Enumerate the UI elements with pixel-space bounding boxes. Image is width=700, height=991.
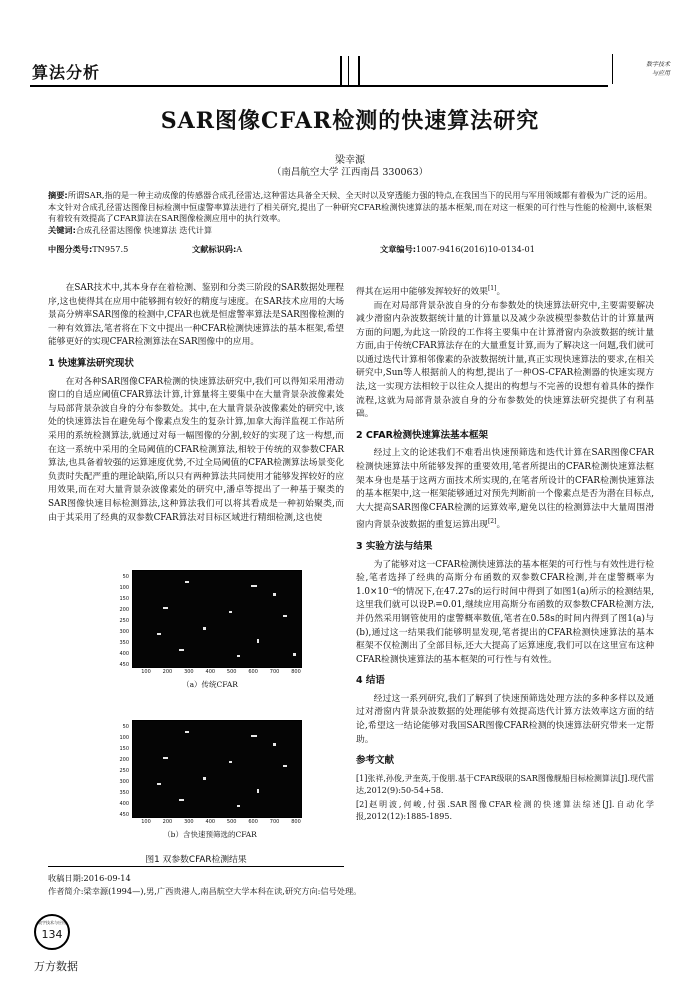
author-bio: 作者简介:梁幸源(1994—),男,广西贵港人,南昌航空大学本科在读,研究方向:信号处理。	[48, 886, 362, 896]
x-tick-label: 600	[248, 669, 258, 675]
figure-1b-label: （b）含快速预筛选的CFAR	[163, 830, 257, 839]
figure-1a-image	[132, 570, 302, 668]
clc-code: 中图分类号:TN957.5	[48, 244, 129, 254]
reference-item: [1]张祥,孙俊,尹奎英,于俊朋.基于CFAR级联的SAR图像舰船目标检测算法[J].现代雷达,2012(9):50-54+58.	[356, 773, 654, 796]
x-tick-label: 300	[184, 819, 194, 825]
figure-1a-xticks	[132, 669, 302, 677]
page-header	[30, 52, 670, 88]
x-tick-label: 200	[162, 669, 173, 675]
received-date: 收稿日期:2016-09-14	[48, 873, 131, 883]
journal-logo-line1: 数字技术	[645, 61, 670, 68]
x-tick-label: 600	[248, 819, 258, 825]
y-tick-label: 350	[119, 640, 129, 646]
section-4-paragraph: 经过这一系列研究,我们了解到了快速预筛选处理方法的多种多样以及通过对滑窗内背景杂波数据的处理能够有效提高迭代计算方法效率这方面的结论,希望这一结论能够对我国SAR图像CFAR检测的快速算法研究带来一定帮助。	[356, 693, 654, 745]
y-tick-label: 250	[119, 618, 129, 624]
page-number: 134	[41, 928, 63, 941]
x-tick-label: 100	[141, 819, 151, 825]
section-1-heading: 1 快速算法研究现状	[48, 357, 134, 369]
section-tag: 算法分析	[32, 63, 101, 82]
classification-row	[48, 244, 652, 256]
y-tick-label: 150	[119, 746, 129, 752]
figure-1b-yticks	[110, 720, 130, 818]
x-tick-label: 500	[226, 819, 237, 825]
paper-title: SAR图像CFAR检测的快速算法研究	[160, 108, 540, 134]
intro-paragraph: 在SAR技术中,其本身存在着检测、鉴别和分类三阶段的SAR数据处理程序,这也使得其在应用中能够拥有较好的精度与速度。在SAR技术应用的大场景高分辨率SAR图像的检测中,CFAR也就是恒虚警率算法是SAR图像检测的一种有效算法,笔者将在下文中提出一种CFAR检测快速算法的基本框架,希望能够更好的实现CFAR检测算法在SAR图像中的应用。	[48, 283, 344, 348]
x-tick-label: 800	[291, 669, 301, 675]
continued-paragraph: 得其在运用中能够发挥较好的效果[1]。	[356, 285, 506, 297]
section-2-heading: 2 CFAR检测快速算法基本框架	[356, 429, 488, 441]
doc-code: 文献标识码:A	[192, 244, 243, 254]
figure-1b-xticks	[132, 819, 302, 827]
x-tick-label: 300	[184, 669, 194, 675]
x-tick-label: 400	[205, 819, 216, 825]
figure-1b-image	[132, 720, 302, 818]
y-tick-label: 450	[119, 662, 129, 668]
y-tick-label: 200	[119, 607, 129, 613]
abstract-label: 摘要:	[48, 190, 68, 200]
y-tick-label: 100	[119, 585, 129, 591]
figure-1a-plot	[110, 566, 310, 678]
x-tick-label: 500	[226, 669, 237, 675]
y-tick-label: 400	[119, 801, 129, 807]
header-divider-bars	[340, 56, 360, 86]
y-tick-label: 50	[122, 574, 129, 580]
footnotes	[48, 872, 361, 898]
y-tick-label: 200	[119, 757, 129, 763]
article-number: 文章编号:1007-9416(2016)10-0134-01	[380, 244, 535, 254]
keywords-text: 合成孔径雷达图像 快速算法 迭代计算	[75, 224, 213, 235]
y-tick-label: 300	[119, 779, 129, 785]
section-1-paragraph: 在对各种SAR图像CFAR检测的快速算法研究中,我们可以得知采用滑动窗口的自适应阈值CFAR算法计算,计算量将主要集中在大量背景杂波像素处与局部背景杂波自身的分布参数处。其中,在大量背景杂波像素处的研究中,该处的快速算法旨在避免每个像素点发生的复杂计算,加拿大海洋监视工作站所采用的系统检测算法,就通过对每一幅图像的分割,较好的实现了这一构想,而在这一系统中采用的全局阈值的CFAR检测算法,相较于传统的双参数CFAR算法,也具备着较强的运算速度优势,不过全局阈值的CFAR检测算法场景变化负责时失配严重的理论缺陷,所以只有两种算法共同使用才能够发挥较好的应用效果,而在对大量背景杂波像素处的研究中,潘卓等提出了一种基于聚类的SAR图像快速目标检测算法,这种算法我们可以将其看成是一种初始聚类,而由于其采用了经典的双参数CFAR算法对目标区域进行精细检测,这也使	[48, 376, 344, 523]
y-tick-label: 50	[122, 724, 129, 730]
left-column	[48, 282, 344, 525]
section-3-heading: 3 实验方法与结果	[356, 540, 433, 552]
x-tick-label: 400	[205, 669, 216, 675]
citation-1: [1]	[487, 285, 497, 292]
watermark: 万方数据	[34, 960, 78, 973]
section-2-paragraph: 经过上文的论述我们不难看出快速预筛选和迭代计算在SAR图像CFAR检测快速算法中所能够发挥的重要效用,笔者所提出的CFAR检测快速算法框架本身也是基于这两方面技术所实现的,在笔者所设计的CFAR检测快速算法的基本框架中,这一框架能够通过对预先判断前一个像素点是否为潜在目标点,大大提高SAR图像CFAR检测的运算效率,避免以往的检测算法中大量周围滑窗内背景杂波数据的重复运算出现[2]。	[356, 448, 654, 531]
y-tick-label: 300	[119, 629, 129, 635]
reference-item: [2]赵明波,何峻,付强.SAR图像CFAR检测的快速算法综述[J].自动化学报,2012(12):1885-1895.	[356, 799, 654, 822]
y-tick-label: 250	[119, 768, 129, 774]
y-tick-label: 400	[119, 651, 129, 657]
abstract	[48, 190, 652, 236]
figure-1a	[110, 566, 310, 690]
figure-caption: 图1 双参数CFAR检测结果	[145, 855, 247, 865]
references-heading: 参考文献	[356, 755, 395, 767]
figure-1b	[110, 716, 310, 840]
keywords-label: 关键词:	[48, 224, 76, 235]
right-column	[356, 282, 654, 825]
page-number-badge	[34, 914, 70, 950]
x-tick-label: 200	[162, 819, 173, 825]
y-tick-label: 100	[119, 735, 129, 741]
y-tick-label: 350	[119, 790, 129, 796]
author-name: 梁幸源	[335, 155, 365, 166]
local-clutter-paragraph: 而在对局部背景杂波自身的分布参数处的快速算法研究中,主要需要解决减少滑窗内杂波数据统计量的计算量以及减少杂波模型参数估计的计算量两方面的问题,为此这一阶段的工作将主要集中在计算滑窗内杂波数据的统计量方面,由于传统CFAR算法存在的大量重复计算,而为了解决这一问题,我们就可以通过迭代计算相邻像素的杂波数据统计量,真正实现快速算法的要求,在相关研究中,Sun等人根据前人的构想,提出了一种OS-CFAR检测器的快速实现方法,这一实现方法相较于以往众人提出的构想与不完善的设想有着具体的操作流程,这就为局部背景杂波自身的分布参数处的快速算法研究提供了有利基础。	[356, 300, 654, 420]
citation-2: [2]	[487, 518, 497, 526]
x-tick-label: 800	[291, 819, 301, 825]
y-tick-label: 450	[119, 812, 129, 818]
figure-1b-plot	[110, 716, 310, 828]
author-affiliation: （南昌航空大学 江西南昌 330063）	[271, 167, 429, 178]
header-rule	[30, 85, 608, 87]
section-4-heading: 4 结语	[356, 675, 385, 687]
journal-logo-line2: 与应用	[651, 70, 670, 77]
badge-text: 数字技术与应用	[38, 920, 66, 925]
x-tick-label: 700	[269, 669, 280, 675]
figure-1a-yticks	[110, 570, 130, 668]
x-tick-label: 100	[141, 669, 151, 675]
section-3-paragraph: 为了能够对这一CFAR检测快速算法的基本框架的可行性与有效性进行检验,笔者选择了经典的高斯分布函数的双参数CFAR检测,并在虚警概率为1.0×10⁻⁶的情况下,在47.27s的运行时间中得到了如图1(a)所示的检测结果,这里我们就可以设Pᵢ=0.01,继续应用高斯分布函数的双参数CFAR检测方法,并仍然采用钢管使用的虚警概率数值,笔者在0.58s的时间内得到了图1(a)与(b),通过这一结果我们能够明显发现,笔者提出的CFAR检测快速算法的基本框架不仅检测出了全部目标,还大大提高了运算速度,我们可以在这里宣布这种CFAR检测快速算法的基本框架的可行性与有效性。	[356, 559, 654, 665]
abstract-text: 所谓SAR,指的是一种主动成像的传感器合成孔径雷达,这种雷达具备全天候、全天时以及穿透能力强的特点,在我国当下的民用与军用领域都有着极为广泛的运用。本文针对合成孔径雷达图像目标检测中恒虚警率算法进行了相关研究,提出了一种研究CFAR检测快速算法的基本框架,而在对这一框架的可行性与性能的检测中,该框架有着较有效提高了CFAR算法在SAR图像检测应用中的执行效率。	[48, 190, 653, 223]
footnote-rule	[48, 866, 344, 867]
y-tick-label: 150	[119, 596, 129, 602]
figure-1a-label: （a）传统CFAR	[182, 680, 238, 689]
references-list	[356, 773, 654, 824]
journal-logo	[612, 54, 670, 84]
x-tick-label: 700	[269, 819, 280, 825]
